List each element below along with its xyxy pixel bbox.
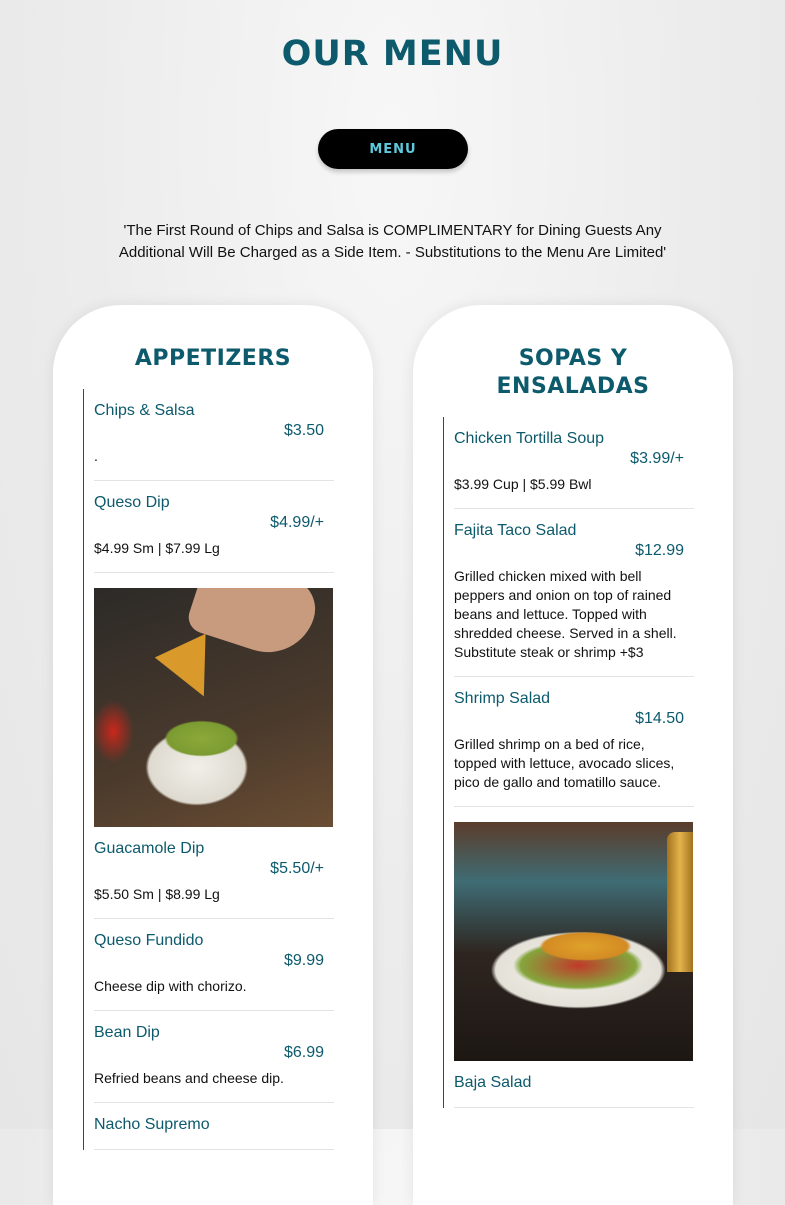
item-description: $3.99 Cup | $5.99 Bwl [454, 476, 592, 492]
menu-item-queso-dip [94, 481, 334, 573]
item-description: . [94, 448, 98, 464]
menu-button[interactable]: MENU [318, 129, 468, 169]
item-name: Chicken Tortilla Soup [454, 430, 605, 447]
guacamole-photo [94, 588, 333, 827]
item-name: Chips & Salsa [94, 402, 195, 419]
item-name: Queso Dip [94, 494, 170, 511]
appetizers-title: APPETIZERS [134, 346, 292, 371]
item-name: Bean Dip [94, 1024, 160, 1041]
item-price: $9.99 [283, 952, 324, 969]
item-price: $14.50 [635, 710, 684, 727]
item-price: $3.99/+ [630, 450, 684, 467]
item-price: $5.50/+ [270, 860, 324, 877]
sopas-ensaladas-title [433, 345, 713, 401]
item-name: Shrimp Salad [454, 690, 551, 707]
item-name: Queso Fundido [94, 932, 204, 949]
item-description: $4.99 Sm | $7.99 Lg [94, 540, 220, 556]
sopas-ensaladas-card [413, 305, 733, 1205]
menu-item-bean-dip [94, 1011, 334, 1103]
menu-item-fajita-taco-salad [454, 509, 694, 677]
item-price: $4.99/+ [270, 514, 324, 531]
item-name: Fajita Taco Salad [454, 522, 577, 539]
menu-item-shrimp-salad [454, 677, 694, 807]
title-line-2: ENSALADAS [496, 374, 650, 399]
menu-item-guacamole-dip [94, 827, 334, 919]
item-name: Nacho Supremo [94, 1116, 210, 1133]
menu-item-chips-salsa [94, 389, 334, 481]
menu-item-queso-fundido [94, 919, 334, 1011]
item-price: $3.50 [283, 422, 324, 439]
item-price: $12.99 [635, 542, 684, 559]
menu-item-nacho-supremo [94, 1103, 334, 1150]
page-title: OUR MENU [281, 34, 504, 74]
item-description: Grilled shrimp on a bed of rice, topped with lettuce, avocado slices, pico de gallo and tomatillo sauce. [454, 736, 675, 790]
item-name: Baja Salad [454, 1074, 532, 1091]
menu-item-baja-salad [454, 1061, 694, 1108]
chip-shape [155, 634, 229, 708]
bottle-shape [667, 832, 693, 972]
item-description: Refried beans and cheese dip. [94, 1070, 284, 1086]
appetizers-list [83, 389, 334, 1150]
item-description: Grilled chicken mixed with bell peppers and onion on top of rained beans and lettuce. Topped with shredded cheese. Served in a shell. Substitute steak or shrimp +$3 [454, 568, 677, 660]
menu-item-chicken-tortilla-soup [454, 417, 694, 509]
item-description: Cheese dip with chorizo. [94, 978, 247, 994]
item-price: $6.99 [283, 1044, 324, 1061]
item-description: $5.50 Sm | $8.99 Lg [94, 886, 220, 902]
sopas-list [443, 417, 694, 1108]
notice-text: 'The First Round of Chips and Salsa is COMPLIMENTARY for Dining Guests Any Additional Will Be Charged as a Side Item. - Substitutions to the Menu Are Limited' [118, 222, 667, 261]
title-line-1: SOPAS Y [518, 346, 628, 371]
salad-photo [454, 822, 693, 1061]
appetizers-card [53, 305, 373, 1205]
item-name: Guacamole Dip [94, 840, 205, 857]
